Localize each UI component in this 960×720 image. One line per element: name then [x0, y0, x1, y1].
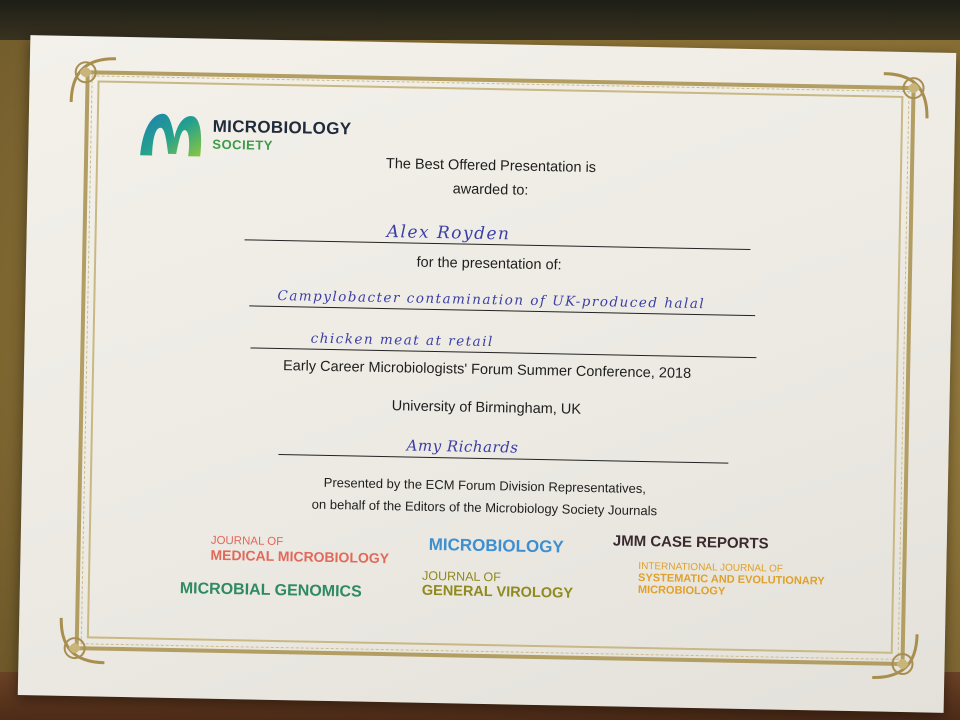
presentation-title-line2: chicken meat at retail — [310, 330, 494, 351]
journal-jgv-prefix: JOURNAL OF — [421, 568, 501, 585]
presentation-title-line1: Campylobacter contamination of UK-produced halal — [277, 287, 706, 313]
certificate — [18, 35, 956, 713]
presented-by-line1: Presented by the ECM Forum Division Representatives, — [323, 474, 647, 497]
journal-ijsem-title-1: SYSTEMATIC AND EVOLUTIONARY — [637, 571, 825, 588]
recipient-name: Alex Royden — [386, 222, 511, 245]
journal-jmm-case-reports: JMM CASE REPORTS — [612, 532, 769, 553]
conference-name: Early Career Microbiologists' Forum Summer Conference, 2018 — [282, 358, 692, 382]
corner-ornament-icon — [866, 627, 923, 684]
journal-microbiology: MICROBIOLOGY — [428, 534, 564, 557]
journal-ijsem-title-2: MICROBIOLOGY — [637, 583, 726, 598]
presentation-label: for the presentation of: — [416, 254, 562, 274]
journal-jmm-prefix: JOURNAL OF — [210, 534, 284, 549]
venue: University of Birmingham, UK — [391, 398, 582, 418]
journal-jgv — [422, 569, 574, 602]
presented-by-line2: on behalf of the Editors of the Microbiology Society Journals — [311, 496, 658, 519]
award-heading: The Best Offered Presentation is — [385, 156, 597, 177]
corner-ornament-icon — [877, 67, 934, 124]
journal-ijsem — [638, 561, 825, 600]
journal-jmm-title: MEDICAL MICROBIOLOGY — [210, 546, 390, 567]
award-subheading: awarded to: — [452, 181, 529, 199]
journal-jgv-title: GENERAL VIROLOGY — [421, 582, 574, 602]
society-subname: SOCIETY — [212, 136, 274, 153]
journal-ijsem-prefix: INTERNATIONAL JOURNAL OF — [638, 560, 784, 575]
signature: Amy Richards — [406, 436, 519, 457]
corner-ornament-icon — [54, 612, 111, 669]
corner-ornament-icon — [65, 52, 122, 109]
journal-microbial-genomics: MICROBIAL GENOMICS — [179, 580, 362, 601]
society-name: MICROBIOLOGY — [212, 116, 352, 139]
journal-jmm — [210, 535, 389, 566]
